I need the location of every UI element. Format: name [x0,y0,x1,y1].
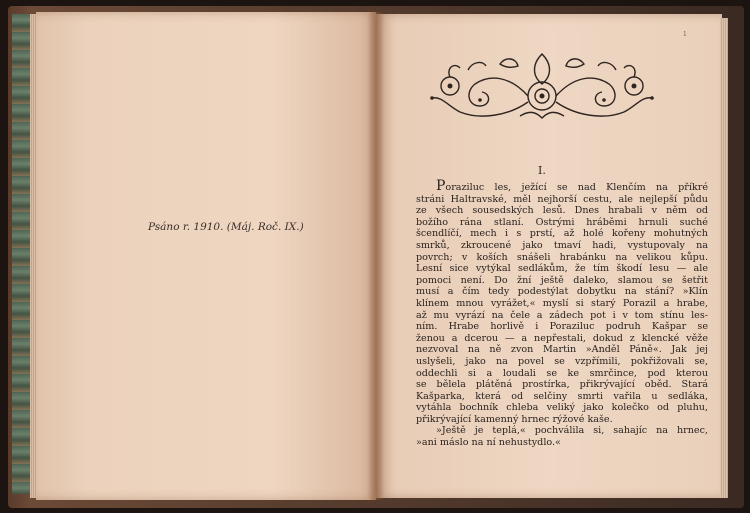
text-line: přikrývající kamenný hrnec rýžové kaše. [416,413,613,425]
text-line: se bělela plátěná prostírka, přikrývající oběd. Stará [416,379,708,391]
left-page [36,12,376,500]
text-line: šcendlíčí, mech i s prstí, až holé kořeny mohutných [416,228,708,240]
text-line: uslyšeli, jako na povel se vzpřímili, pokřižovali se, [416,355,708,367]
text-line: božího rána stlaní. Ostrými hráběmi hrnuli suché [416,216,708,228]
page-number: 1 [683,31,687,38]
text-line: smrků, zkroucené jako tmaví hadi, vystupovaly na [416,239,708,251]
drop-cap: P [436,178,446,194]
text-line: ním. Hrabe horlivě i Poraziluc podruh Kašpar se [416,321,708,333]
first-line-text: oraziluc les, ježící se nad Klenčím na příkré [445,182,708,193]
text-line: oddechli si a loudali se ke smrčince, pod kterou [416,367,708,379]
text-line: až mu vyrází na čele a zádech pot i v tom stínu les- [416,309,708,321]
text-line: vytáhla bochník chleba veliký jako kolečko od pluhu, [416,402,708,414]
text-line: klínem mnou vyrážet,« myslí si starý Porazil a hrabe, [416,297,708,309]
chapter-heading: I. [538,164,546,177]
book-gutter [368,12,384,500]
text-line: »ani máslo na ní nehustydlo.« [416,437,561,449]
text-line: Kašparka, která od selčiny smrti vařila u sedláka, [416,390,708,402]
text-line: ženou a dcerou — a nepřestali, dokud z klencké věže [416,332,708,344]
text-line: stráni Haltravské, měl nejhorší cestu, ale nejlepší půdu [416,193,708,205]
right-page-stack [720,18,728,498]
text-line: pomoci není. Do žní ještě daleko, slamou se šetřit [416,274,708,286]
text-line: povrch; v koších snášeli hrabánku na velikou kůpu. [416,251,708,263]
text-line [416,178,708,194]
text-line: nezvoval na ně zvon Martin »Anděl Páně«. Jak jej [416,344,708,356]
text-line: ze všech sousedských lesů. Dnes hrabali v něm od [416,205,708,217]
body-text [416,178,708,449]
dedication-note: Psáno r. 1910. (Máj. Roč. IX.) [148,221,304,233]
text-line: »Ještě je teplá,« pochválila si, sahajíc na hrnec, [436,425,708,437]
text-line: musí a čím tedy podestýlat dobytku na stání? »Klín [416,286,708,298]
folk-ornament-headpiece [420,46,665,126]
text-line: Lesní sice vytýkal sedlákům, že tím škodí lesu — ale [416,263,708,275]
